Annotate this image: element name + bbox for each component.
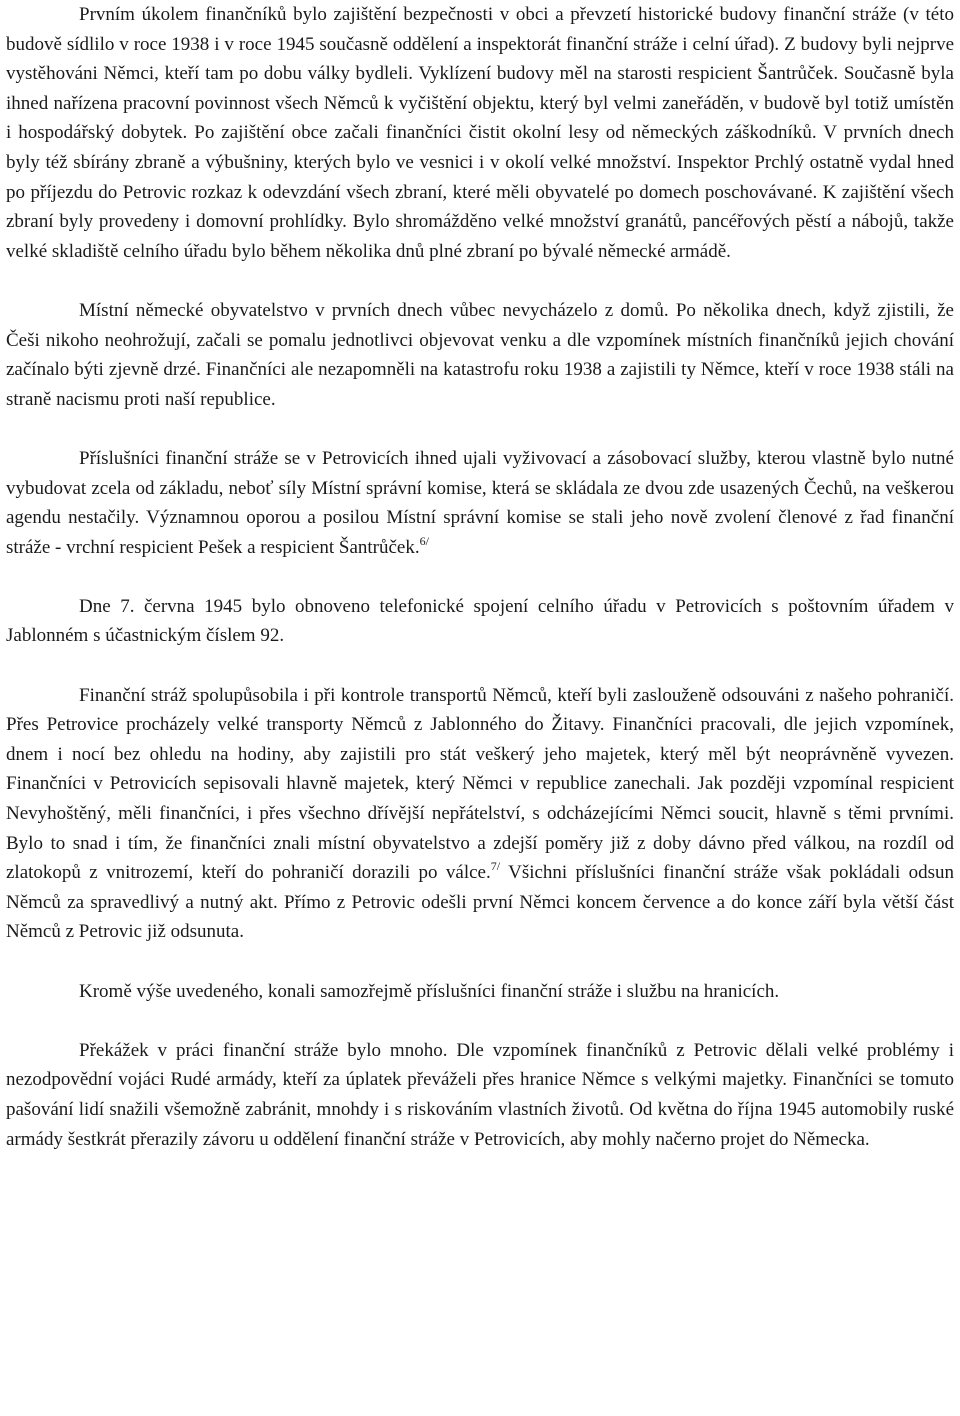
paragraph-telephone: Dne 7. června 1945 bylo obnoveno telefonické spojení celního úřadu v Petrovicích s poštovním úřadem v Jablonném s účastnickým číslem 92.	[6, 595, 954, 647]
paragraph-securing-village: Prvním úkolem finančníků bylo zajištění bezpečnosti v obci a převzetí historické budovy finanční stráže (v této budově sídlilo v roce 1938 i v roce 1945 současně oddělení a inspektorát finanční stráže i celní úřad). Z budovy byli nejprve vystěhováni Němci, kteří tam po dobu války bydleli. Vyklízení budovy měl na starosti respicient Šantrůček. Současně byla ihned nařízena pracovní povinnost všech Němců k vyčištění objektu, který byl velmi zaneřáděn, v budově byl totiž umístěn i hospodářský dobytek. Po zajištění obce začali finančníci čistit okolní lesy od německých záškodníků. V prvních dnech byly též sbírány zbraně a výbušniny, kterých bylo ve vesnici i v okolí velké množství. Inspektor Prchlý ostatně vydal hned po příjezdu do Petrovic rozkaz k odevzdání všech zbraní, které měli obyvatelé po domech poschovávané. K zajištění všech zbraní byly provedeny i domovní prohlídky. Bylo shromážděno velké množství granátů, pancéřových pěstí a nábojů, takže velké skladiště celního úřadu bylo během několika dnů plné zbraní po bývalé německé armádě.	[6, 4, 954, 262]
paragraph-transports	[6, 681, 954, 947]
paragraph-supply-service	[6, 444, 954, 562]
footnote-marker: 7/	[490, 859, 501, 874]
paragraph-supply-service-text: Příslušníci finanční stráže se v Petrovicích ihned ujali vyživovací a zásobovací služby, kterou vlastně bylo nutné vybudovat zcela od základu, neboť síly Místní správní komise, která se skládala ze dvou zde usazených Čechů, na veškerou agendu nestačily. Významnou oporou a posilou Místní správní komise se stali jeho nově zvolení členové z řad finanční stráže - vrchní respicient Pešek a respicient Šantrůček.	[6, 447, 954, 558]
paragraph-german-population: Místní německé obyvatelstvo v prvních dnech vůbec nevycházelo z domů. Po několika dnech, když zjistili, že Češi nikoho neohrožují, začali se pomalu jednotlivci objevovat venku a dle vzpomínek místních finančníků jejich chování začínalo býti zjevně drzé. Finančníci ale nezapomněli na katastrofu roku 1938 a zajistili ty Němce, kteří v roce 1938 stáli na straně nacismu proti naší republice.	[6, 299, 954, 410]
footnote-marker: 6/	[419, 533, 429, 548]
paragraph-transports-text-before: Finanční stráž spolupůsobila i při kontrole transportů Němců, kteří byli zaslouženě odsouváni z našeho pohraničí. Přes Petrovice procházely velké transporty Němců z Jablonného do Žitavy. Finančníci pracovali, dle jejich vzpomínek, dnem i nocí bez ohledu na hodiny, aby zajistili pro stát veškerý jeho majetek, který měl být neoprávněně vyvezen. Finančníci v Petrovicích sepisovali hlavně majetek, který Němci v republice zanechali. Jak později vzpomínal respicient Nevyhoštěný, měli finančníci, i přes všechno dřívější nepřátelství, s odcházejícími Němci soucit, hlavně s těmi prvními. Bylo to snad i tím, že finančníci znali místní obyvatelstvo a zdejší poměry již z doby dávno před válkou, na rozdíl od zlatokopů z vnitrozemí, kteří do pohraničí dorazili po válce.	[6, 684, 954, 884]
paragraph-obstacles: Překážek v práci finanční stráže bylo mnoho. Dle vzpomínek finančníků z Petrovic dělali velké problémy i nezodpovědní vojáci Rudé armády, kteří za úplatek převáželi přes hranice Němce s velkými majetky. Finančníci se tomuto pašování lidí snažili všemožně zabránit, mnohdy i s riskováním vlastních životů. Od května do října 1945 automobily ruské armády šestkrát přerazily závoru u oddělení finanční stráže v Petrovicích, aby mohly načerno projet do Německa.	[6, 1039, 954, 1150]
paragraph-transports-text-after: Všichni příslušníci finanční stráže však pokládali odsun Němců za spravedlivý a nutný akt. Přímo z Petrovic odešli první Němci koncem července a do konce září byla větší část Němců z Petrovic již odsunuta.	[6, 862, 955, 943]
paragraph-border-service: Kromě výše uvedeného, konali samozřejmě příslušníci finanční stráže i službu na hranicích.	[79, 980, 780, 1002]
